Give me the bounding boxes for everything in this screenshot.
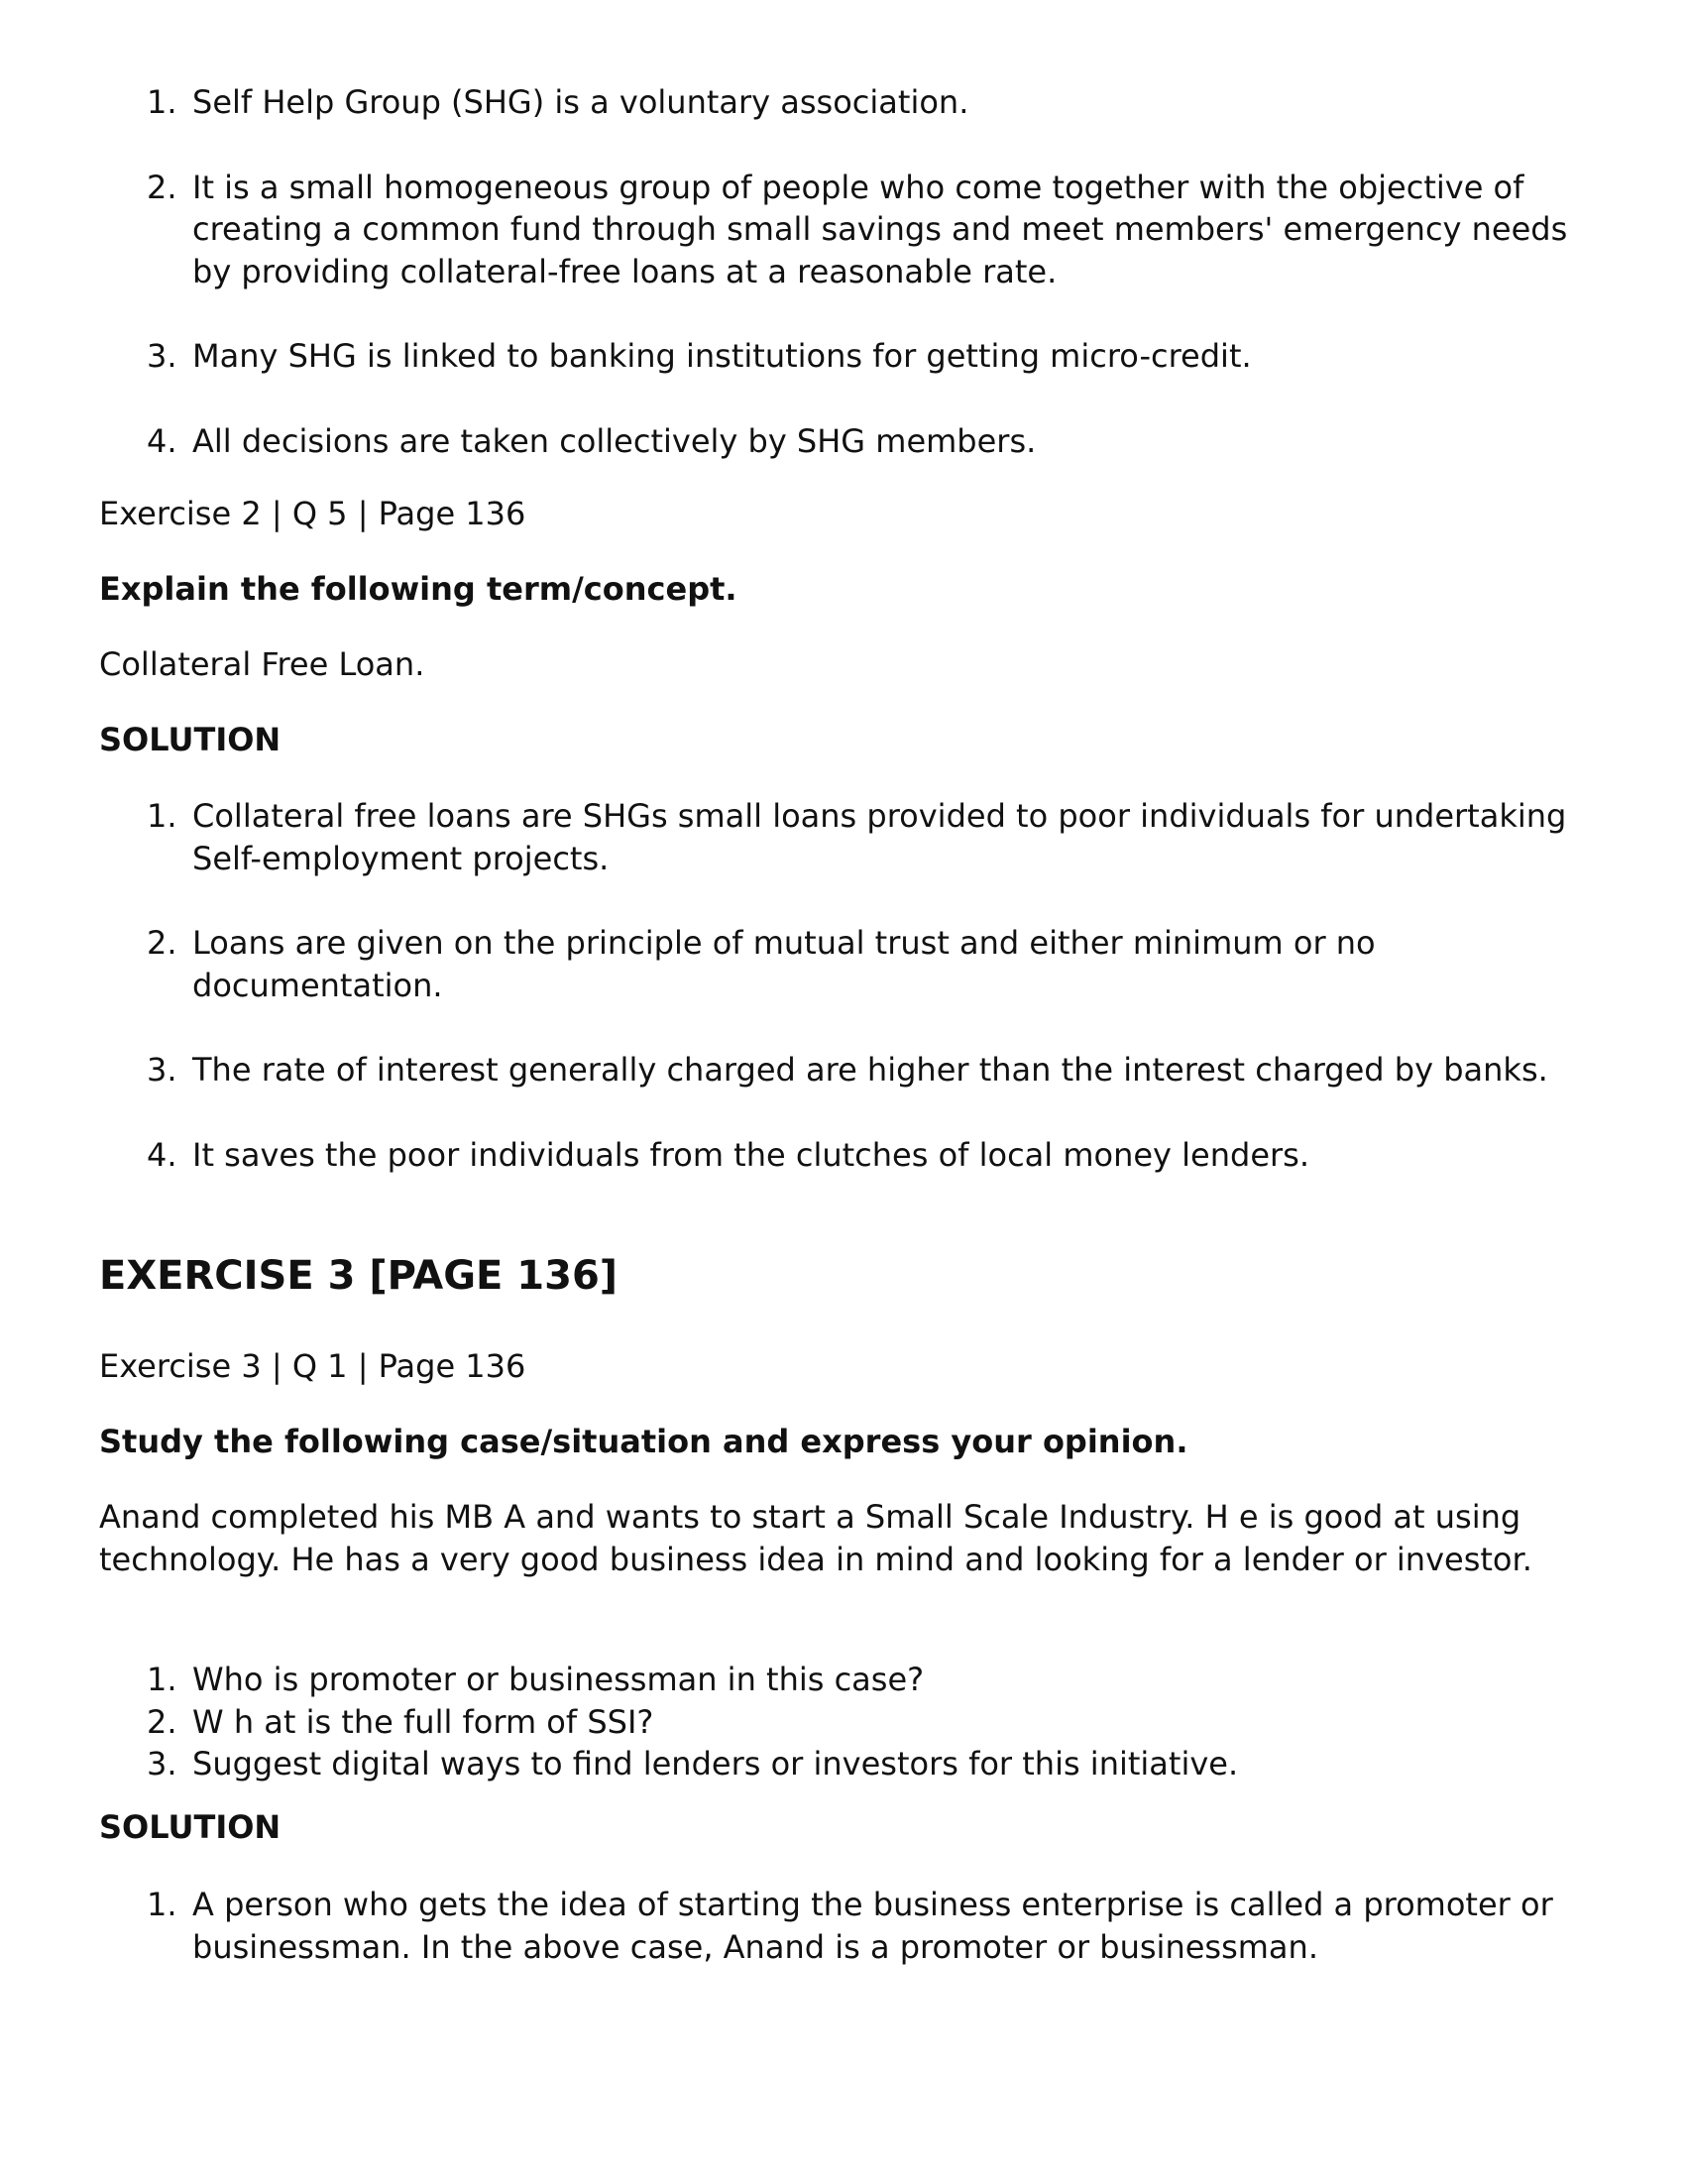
solution-label: SOLUTION	[99, 721, 281, 758]
list-item	[0, 922, 1600, 1006]
solution-list	[0, 1884, 1688, 2011]
list-text: Self Help Group (SHG) is a voluntary association.	[192, 83, 969, 121]
list-item	[0, 1743, 1600, 1785]
case-text: Anand completed his MB A and wants to start a Small Scale Industry. H e is good at using technology. He has a very good business idea in mind and looking for a lender or investor.	[99, 1498, 1532, 1578]
list-text: It is a small homogeneous group of people who come together with the objective of creating a common fund through small savings and meet members' emergency needs by providing collateral-free loans at a reasonable rate.	[192, 168, 1568, 290]
question-prompt: Study the following case/situation and express your opinion.	[99, 1423, 1188, 1460]
list-text: Who is promoter or businessman in this case?	[192, 1661, 925, 1698]
list-item	[0, 795, 1600, 879]
solution-list	[0, 795, 1688, 1218]
list-number: 1.	[147, 83, 177, 121]
list-number: 1.	[147, 1661, 177, 1698]
list-number: 3.	[147, 1051, 177, 1089]
list-text: W h at is the full form of SSI?	[192, 1702, 654, 1741]
list-text: A person who gets the idea of starting the business enterprise is called a promoter or businessman. In the above case, Anand is a promoter or businessman.	[192, 1886, 1553, 1966]
list-number: 1.	[147, 797, 177, 835]
list-text: Loans are given on the principle of mutual trust and either minimum or no documentation.	[192, 924, 1376, 1004]
list-item	[0, 1134, 1600, 1177]
list-number: 3.	[147, 337, 177, 375]
list-text: It saves the poor individuals from the clutches of local money lenders.	[192, 1135, 1310, 1174]
list-text: Suggest digital ways to find lenders or investors for this initiative.	[192, 1745, 1239, 1782]
list-number: 1.	[147, 1886, 177, 1923]
list-text: Collateral free loans are SHGs small loans provided to poor individuals for undertaking Self-employment projects.	[192, 797, 1567, 877]
list-text: The rate of interest generally charged are higher than the interest charged by banks.	[192, 1051, 1548, 1089]
section-heading: EXERCISE 3 [PAGE 136]	[99, 1253, 619, 1299]
list-item	[0, 335, 1600, 378]
list-item	[0, 420, 1600, 463]
case-questions-list	[0, 1659, 1688, 1785]
list-item	[0, 1659, 1600, 1701]
list-item	[0, 167, 1600, 293]
list-number: 2.	[147, 168, 177, 206]
question-prompt: Explain the following term/concept.	[99, 570, 737, 608]
list-item	[0, 1049, 1600, 1092]
shg-features-list	[0, 81, 1688, 505]
list-text: Many SHG is linked to banking institutions for getting micro-credit.	[192, 337, 1252, 375]
list-text: All decisions are taken collectively by SHG members.	[192, 421, 1037, 460]
list-item	[0, 81, 1600, 124]
list-number: 2.	[147, 924, 177, 962]
solution-label: SOLUTION	[99, 1808, 281, 1846]
question-term: Collateral Free Loan.	[99, 645, 425, 683]
question-reference: Exercise 3 | Q 1 | Page 136	[99, 1347, 526, 1385]
list-item	[0, 1884, 1600, 1968]
list-number: 2.	[147, 1702, 177, 1741]
list-number: 4.	[147, 1135, 177, 1174]
list-item	[0, 1701, 1600, 1744]
list-number: 4.	[147, 421, 177, 460]
list-number: 3.	[147, 1745, 177, 1782]
question-reference: Exercise 2 | Q 5 | Page 136	[99, 495, 526, 532]
